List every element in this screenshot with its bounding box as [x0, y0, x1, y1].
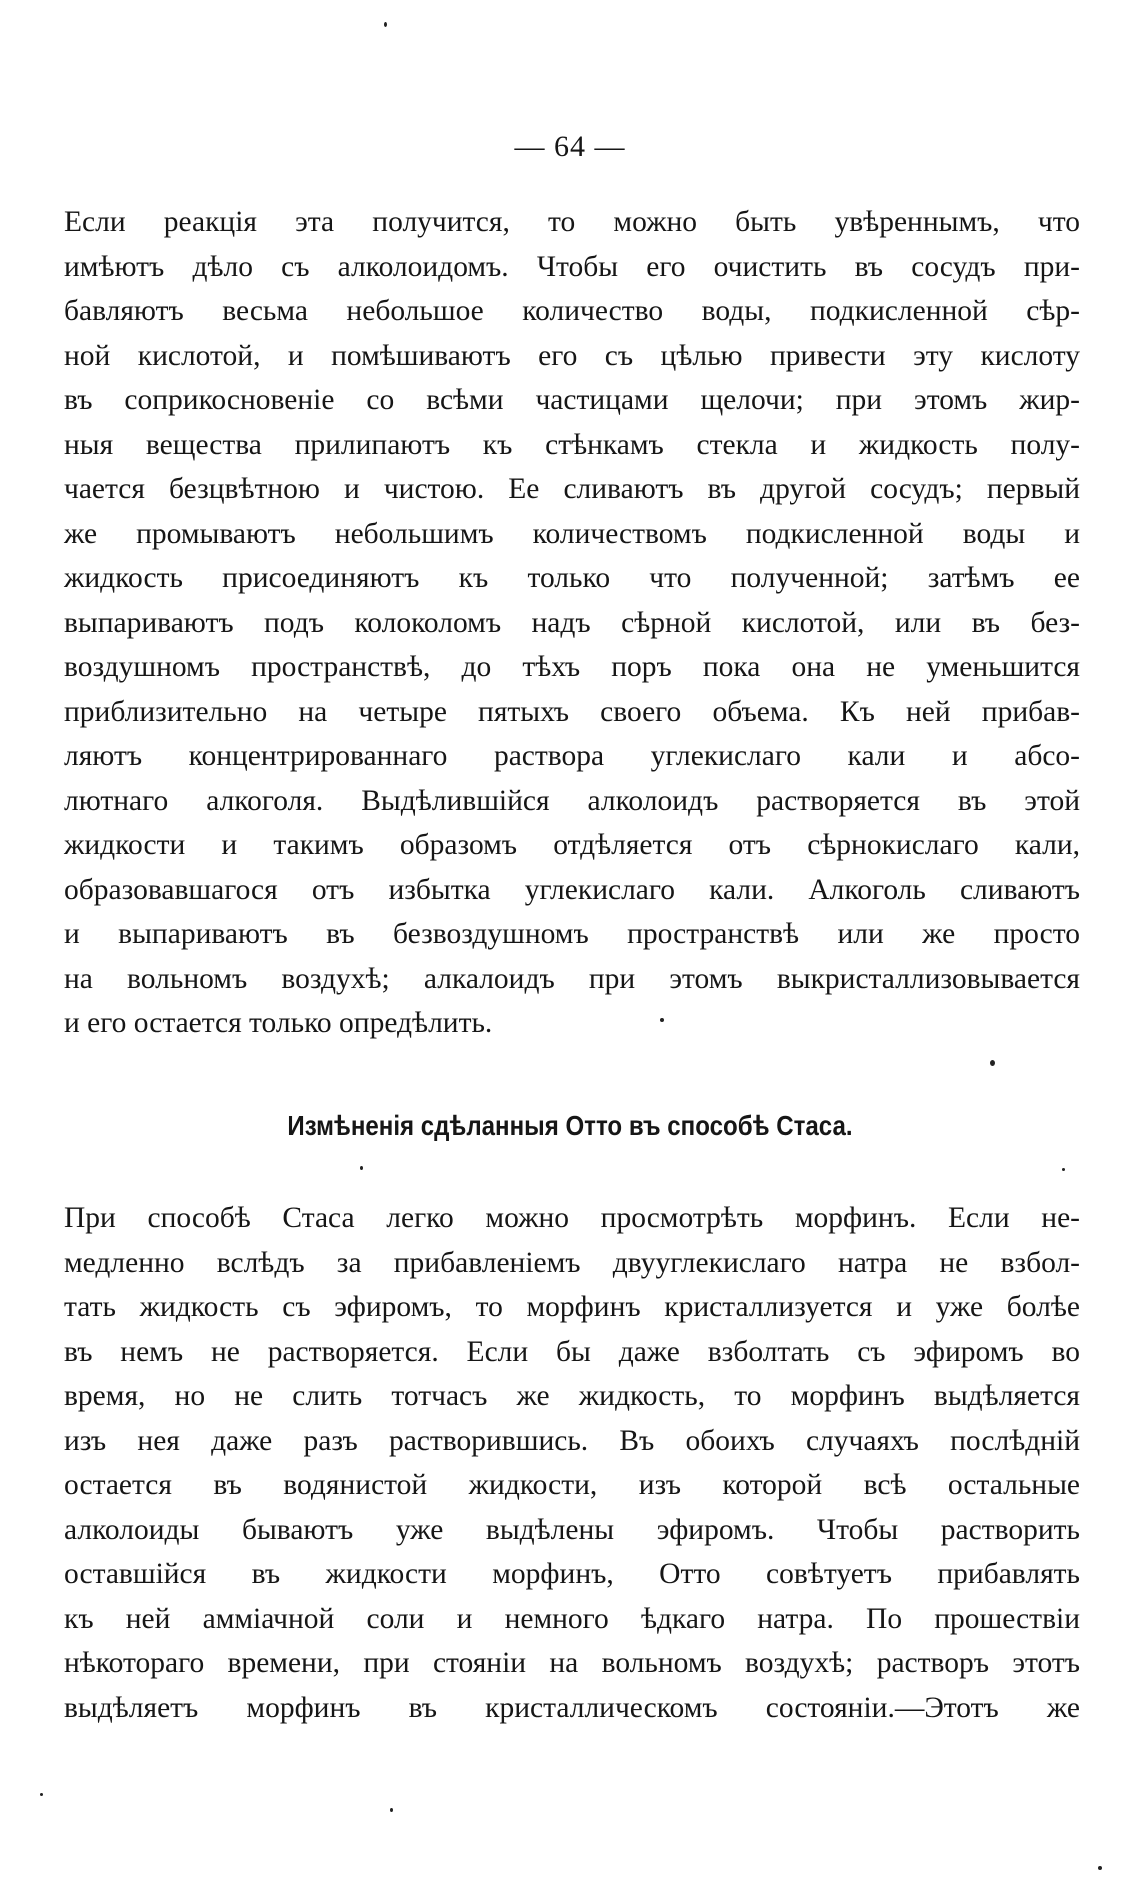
text-line: изъ нея даже разъ растворившись. Въ обоихъ случаяхъ послѣдній: [64, 1424, 1080, 1457]
text-line: остается въ водянистой жидкости, изъ которой всѣ остальные: [64, 1469, 1080, 1501]
text-line: выдѣляетъ морфинъ въ кристаллическомъ состояніи.—Этотъ же: [64, 1691, 1080, 1724]
text-line: При способѣ Стаса легко можно просмотрѣть морфинъ. Если не-: [64, 1202, 1080, 1234]
text-line: жидкость присоединяютъ къ только что полученной; затѣмъ ее: [64, 562, 1080, 594]
text-line: ныя вещества прилипаютъ къ стѣнкамъ стекла и жидкость полу-: [64, 428, 1080, 461]
text-line: приблизительно на четыре пятыхъ своего объема. Къ ней прибав-: [64, 695, 1080, 728]
text-line: въ немъ не растворяется. Если бы даже взболтать съ эфиромъ во: [64, 1335, 1080, 1368]
text-line: время, но не слить тотчасъ же жидкость, то морфинъ выдѣляется: [64, 1380, 1080, 1412]
text-line: медленно вслѣдъ за прибавленіемъ двууглекислаго натра не взбол-: [64, 1246, 1080, 1279]
text-line: выпариваютъ подъ колоколомъ надъ сѣрной кислотой, или въ без-: [64, 606, 1080, 639]
text-line: имѣютъ дѣло съ алколоидомъ. Чтобы его очистить въ сосудъ при-: [64, 250, 1080, 283]
paragraph-2: [64, 1196, 1080, 1730]
text-line: и выпариваютъ въ безвоздушномъ пространствѣ или же просто: [64, 918, 1080, 950]
section-heading: Измѣненія сдѣланныя Отто въ способѣ Стаса.: [287, 1110, 853, 1141]
text-line: бавляютъ весьма небольшое количество воды, подкисленной сѣр-: [64, 295, 1080, 327]
scan-speck: [360, 1166, 363, 1170]
text-line: нѣкотораго времени, при стояніи на вольномъ воздухѣ; растворъ этотъ: [64, 1647, 1080, 1679]
text-line: тать жидкость съ эфиромъ, то морфинъ кристаллизуется и уже болѣе: [64, 1291, 1080, 1323]
text-line: воздушномъ пространствѣ, до тѣхъ поръ пока она не уменьшится: [64, 651, 1080, 683]
scan-speck: [1098, 1866, 1102, 1870]
text-line: лютнаго алкоголя. Выдѣлившійся алколоидъ растворяется въ этой: [64, 784, 1080, 817]
text-line: и его остается только опредѣлить.: [64, 1007, 493, 1039]
scan-speck: [1062, 1168, 1065, 1171]
text-line: же промываютъ небольшимъ количествомъ подкисленной воды и: [64, 517, 1080, 550]
text-line: на вольномъ воздухѣ; алкалоидъ при этомъ выкристаллизовывается: [64, 962, 1080, 995]
text-line: ной кислотой, и помѣшиваютъ его съ цѣлью привести эту кислоту: [64, 339, 1080, 372]
text-line: ляютъ концентрированнаго раствора углекислаго кали и абсо-: [64, 740, 1080, 772]
scan-speck: [40, 1793, 43, 1796]
page-number: — 64 —: [514, 130, 626, 163]
text-line: чается безцвѣтною и чистою. Ее сливаютъ въ другой сосудъ; первый: [64, 473, 1080, 505]
text-line: къ ней амміачной соли и немного ѣдкаго натра. По прошествіи: [64, 1602, 1080, 1635]
text-line: въ соприкосновеніе со всѣми частицами щелочи; при этомъ жир-: [64, 384, 1080, 416]
text-line: оставшійся въ жидкости морфинъ, Отто совѣтуетъ прибавлять: [64, 1558, 1080, 1590]
scan-speck: [990, 1060, 995, 1066]
scan-speck: [390, 1808, 393, 1812]
text-line: Если реакція эта получится, то можно быть увѣреннымъ, что: [64, 206, 1080, 238]
scan-speck: [660, 1018, 664, 1022]
text-line: алколоиды бываютъ уже выдѣлены эфиромъ. Чтобы растворить: [64, 1513, 1080, 1546]
text-line: жидкости и такимъ образомъ отдѣляется отъ сѣрнокислаго кали,: [64, 829, 1080, 861]
text-line: образовавшагося отъ избытка углекислаго кали. Алкоголь сливаютъ: [64, 873, 1080, 906]
paragraph-1: [64, 200, 1080, 1046]
scan-speck: [384, 22, 387, 27]
